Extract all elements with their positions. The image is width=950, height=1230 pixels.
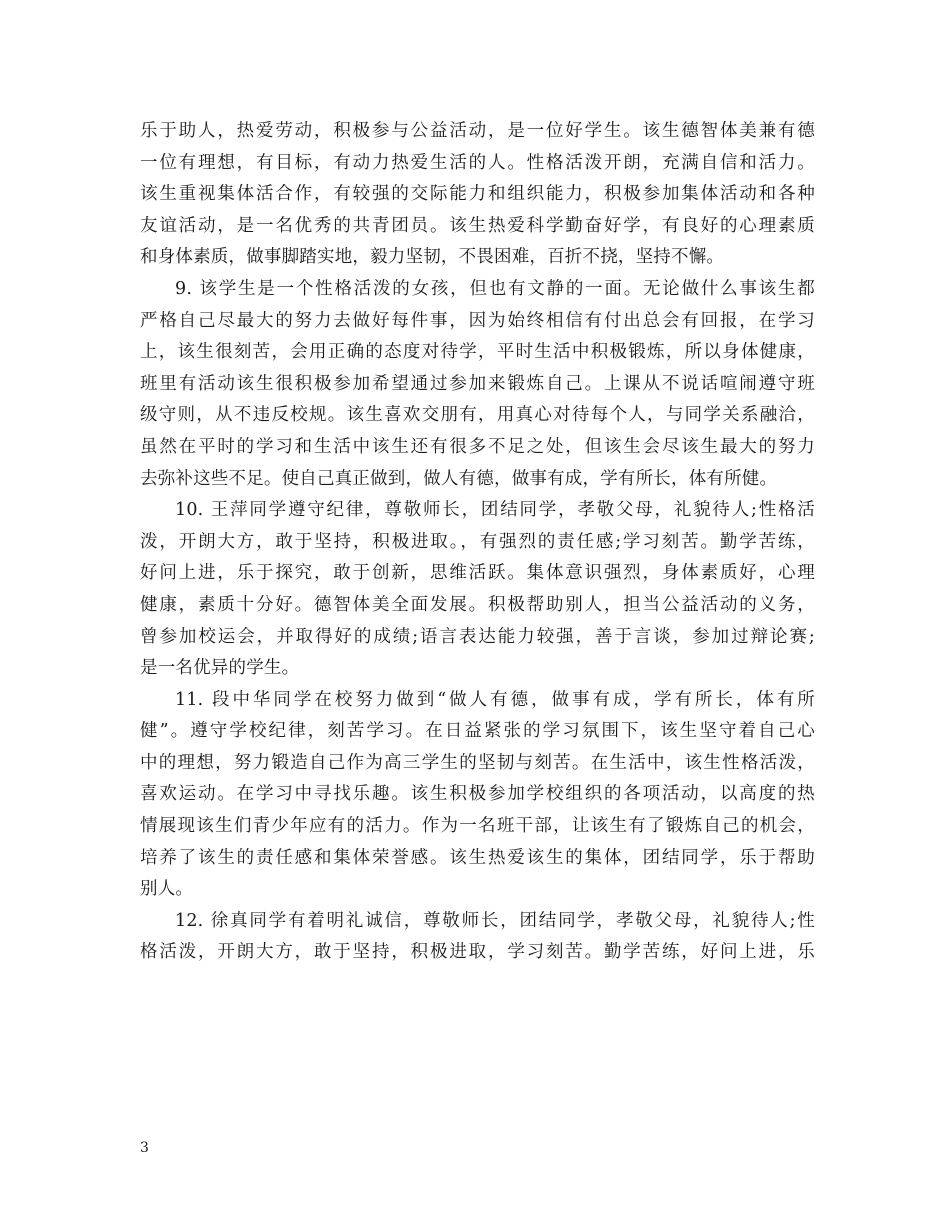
text-line: 好问上进，乐于探究，敢于创新，思维活跃。集体意识强烈，身体素质好，心理 <box>140 563 815 584</box>
text-line: 友谊活动，是一名优秀的共青团员。该生热爱科学勤奋好学，有良好的心理素质 <box>140 215 815 236</box>
text-line: 别人。 <box>140 879 194 900</box>
text-line: 严格自己尽最大的努力去做好每件事，因为始终相信有付出总会有回报，在学习 <box>140 310 815 331</box>
text-line: 上，该生很刻苦，会用正确的态度对待学，平时生活中积极锻炼，所以身体健康， <box>140 342 815 363</box>
page-number: 3 <box>140 1140 149 1156</box>
text-line: 健”。遵守学校纪律，刻苦学习。在日益紧张的学习氛围下，该生坚守着自己心 <box>140 721 815 742</box>
text-line: 曾参加校运会，并取得好的成绩;语言表达能力较强，善于言谈，参加过辩论赛; <box>140 626 815 647</box>
text-line: 班里有活动该生很积极参加希望通过参加来锻炼自己。上课从不说话喧闹遵守班 <box>140 373 815 394</box>
paragraph-item-9 <box>140 274 815 495</box>
text-line: 乐于助人，热爱劳动，积极参与公益活动，是一位好学生。该生德智体美兼有德 <box>140 121 815 141</box>
paragraph-item-10 <box>140 495 815 685</box>
paragraph-item-11 <box>140 685 815 906</box>
text-line: 11. 段中华同学在校努力做到“做人有德，做事有成，学有所长，体有所 <box>175 689 815 710</box>
text-line: 泼，开朗大方，敢于坚持，积极进取。，有强烈的责任感;学习刻苦。勤学苦练， <box>140 531 815 552</box>
text-line: 中的理想，努力锻造自己作为高三学生的坚韧与刻苦。在生活中，该生性格活泼， <box>140 752 815 773</box>
text-line: 是一名优异的学生。 <box>140 658 300 679</box>
text-line: 9. 该学生是一个性格活泼的女孩，但也有文静的一面。无论做什么事该生都 <box>175 278 815 299</box>
text-line: 培养了该生的责任感和集体荣誉感。该生热爱该生的集体，团结同学，乐于帮助 <box>140 847 815 868</box>
text-line: 12. 徐真同学有着明礼诚信，尊敬师长，团结同学，孝敬父母，礼貌待人;性 <box>175 910 815 931</box>
text-line: 喜欢运动。在学习中寻找乐趣。该生积极参加学校组织的各项活动，以高度的热 <box>140 784 815 805</box>
text-line: 虽然在平时的学习和生活中该生还有很多不足之处，但该生会尽该生最大的努力 <box>140 436 815 457</box>
text-line: 情展现该生们青少年应有的活力。作为一名班干部，让该生有了锻炼自己的机会， <box>140 816 815 837</box>
text-line: 10. 王萍同学遵守纪律，尊敬师长，团结同学，孝敬父母，礼貌待人;性格活 <box>175 500 815 521</box>
text-line: 和身体素质，做事脚踏实地，毅力坚韧，不畏困难，百折不挠，坚持不懈。 <box>140 247 725 268</box>
document-body <box>140 116 815 969</box>
text-line: 一位有理想，有目标，有动力热爱生活的人。性格活泼开朗，充满自信和活力。 <box>140 152 815 173</box>
paragraph-item-12 <box>140 906 815 969</box>
text-line: 去弥补这些不足。使自己真正做到，做人有德，做事有成，学有所长，体有所健。 <box>140 468 778 489</box>
text-line: 该生重视集体活合作，有较强的交际能力和组织能力，积极参加集体活动和各种 <box>140 184 815 205</box>
paragraph-1 <box>140 116 815 274</box>
text-line: 格活泼，开朗大方，敢于坚持，积极进取，学习刻苦。勤学苦练，好问上进，乐 <box>140 942 815 963</box>
text-line: 级守则，从不违反校规。该生喜欢交朋有，用真心对待每个人，与同学关系融洽， <box>140 405 815 426</box>
text-line: 健康，素质十分好。德智体美全面发展。积极帮助别人，担当公益活动的义务， <box>140 594 815 615</box>
